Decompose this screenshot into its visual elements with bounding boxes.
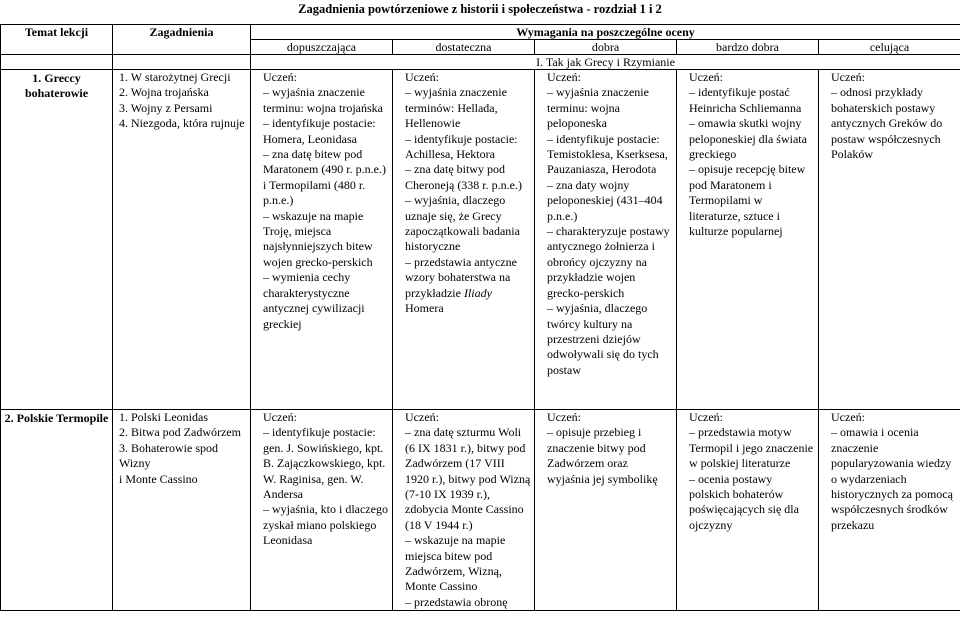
req-dostateczna [393, 70, 535, 410]
table-row [1, 70, 960, 410]
req-line: – zna datę szturmu Woli (6 IX 1831 r.), bitwy pod Zadwórzem (17 VIII 1920 r.), bitwy pod Wizną (7-10 IX 1939 r.), zdobycia Monte Cassino (18 V 1944 r.) [405, 425, 531, 532]
req-line: Uczeń: [405, 70, 439, 84]
issue-item: 2. Bitwa pod Zadwórzem [119, 425, 241, 440]
grade-bardzo-dobra: bardzo dobra [677, 40, 819, 55]
issue-item: 3. Bohaterowie spod Wizny [119, 440, 218, 471]
req-line: – przedstawia obronę [405, 594, 508, 609]
req-line: Uczeń: [263, 410, 297, 424]
req-line: – wyjaśnia, kto i dlaczego zyskał miano polskiego Leonidasa [263, 502, 388, 548]
section-spacer-2 [113, 55, 251, 70]
section-row [1, 55, 960, 70]
req-line: – wyjaśnia znaczenie terminu: wojna trojańska [263, 85, 383, 115]
issues-cell [113, 70, 251, 410]
req-line: – identyfikuje postacie: Temistoklesa, Kserksesa, Pauzaniasza, Herodota [547, 131, 668, 177]
grade-dobra: dobra [535, 40, 677, 55]
req-line: – charakteryzuje postawy antycznego żołnierza i obrońcy ojczyzny na przykładzie wojen grecko-perskich [547, 224, 670, 300]
req-line: – identyfikuje postacie: Achillesa, Hektora [405, 131, 518, 162]
req-line: Uczeń: [547, 410, 581, 424]
req-line: – omawia skutki wojny peloponeskiej dla świata greckiego [689, 116, 807, 162]
issue-item: 3. Wojny z Persami [119, 100, 213, 115]
req-line: – opisuje przebieg i znaczenie bitwy pod Zadwórzem oraz wyjaśnia jej symbolikę [547, 425, 658, 486]
req-bardzo-dobra [677, 70, 819, 410]
req-line: – zna daty wojny peloponeskiej (431–404 p.n.e.) [547, 177, 663, 223]
req-line: – wskazuje na mapie Troję, miejsca najsłynniejszych bitew wojen grecko-perskich [263, 208, 373, 269]
req-line: – omawia i ocenia znaczenie popularyzowania wiedzy o wydarzeniach historycznych za pomocą współczesnych środków przekazu [831, 425, 953, 532]
req-line: – wyjaśnia, dlaczego uznaje się, że Grecy zapoczątkowali badania historyczne [405, 193, 520, 254]
req-line: – zna datę bitwy pod Cheroneją (338 r. p.n.e.) [405, 162, 522, 192]
requirements-table [0, 24, 960, 611]
req-line: – identyfikuje postacie: gen. J. Sowińskiego, kpt. B. Zajączkowskiego, kpt. W. Raginisa, gen. W. Andersa [263, 425, 386, 502]
header-zagadnienia: Zagadnienia [113, 25, 251, 55]
req-line: Uczeń: [831, 410, 865, 424]
header-row [1, 25, 960, 40]
table-row [1, 410, 960, 611]
grade-dostateczna: dostateczna [393, 40, 535, 55]
req-line: – identyfikuje postacie: Homera, Leonidasa [263, 116, 376, 146]
req-line: – wskazuje na mapie miejsca bitew pod Zadwórzem, Wizną, Monte Cassino [405, 533, 506, 594]
grade-dopuszczajaca: dopuszczająca [251, 40, 393, 55]
req-text: – przedstawia antyczne wzory bohaterstwa na przykładzie [405, 254, 517, 300]
req-line: Uczeń: [831, 70, 865, 84]
req-line: – wymienia cechy charakterystyczne antycznej cywilizacji greckiej [263, 270, 365, 331]
header-wymagania: Wymagania na poszczególne oceny [251, 25, 960, 40]
req-celujaca [819, 70, 960, 410]
req-dopuszczajaca [251, 70, 393, 410]
req-line: Uczeń: [263, 70, 297, 84]
req-dobra [535, 70, 677, 410]
req-text: Homera [405, 301, 444, 316]
req-bardzo-dobra [677, 410, 819, 611]
topic-cell: 1. Greccy bohaterowie [1, 70, 113, 410]
req-line: Uczeń: [405, 410, 439, 424]
req-line: – przedstawia motyw Termopil i jego znaczenie w polskiej literaturze [689, 425, 814, 471]
issue-item: 4. Niezgoda, która rujnuje [119, 116, 245, 131]
issues-cell [113, 410, 251, 611]
req-line: – wyjaśnia, dlaczego twórcy kultury na przestrzeni dziejów odwoływali się do tych postaw [547, 301, 659, 377]
req-line: Uczeń: [689, 70, 723, 84]
req-line: – wyjaśnia znaczenie terminów: Hellada, Hellenowie [405, 85, 507, 131]
req-line [405, 255, 531, 317]
issue-item: i Monte Cassino [119, 471, 198, 486]
req-dopuszczajaca [251, 410, 393, 611]
grade-celujaca: celująca [819, 40, 960, 55]
req-dobra [535, 410, 677, 611]
req-line: – opisuje recepcję bitew pod Maratonem i Termopilami w literaturze, sztuce i kulturze popularnej [689, 162, 806, 239]
req-dostateczna [393, 410, 535, 611]
issue-item: 2. Wojna trojańska [119, 85, 209, 100]
req-line: Uczeń: [547, 70, 581, 84]
section-title: I. Tak jak Grecy i Rzymianie [251, 55, 960, 70]
req-line: – odnosi przykłady bohaterskich postawy antycznych Greków do postaw współczesnych Polaków [831, 85, 943, 162]
issue-item: 1. W starożytnej Grecji [119, 70, 231, 84]
req-line: – zna datę bitew pod Maratonem (490 r. p.n.e.) i Termopilami (480 r. p.n.e.) [263, 147, 386, 208]
req-celujaca [819, 410, 960, 611]
topic-cell: 2. Polskie Termopile [1, 410, 113, 611]
req-line: – wyjaśnia znaczenie terminu: wojna peloponeska [547, 85, 649, 131]
header-temat: Temat lekcji [1, 25, 113, 55]
req-line: Uczeń: [689, 410, 723, 424]
req-line: – identyfikuje postać Heinricha Schliemanna [689, 85, 802, 115]
iliad-title: Iliady [463, 285, 492, 300]
req-line: – ocenia postawy polskich bohaterów poświęcających się dla ojczyzny [689, 471, 799, 532]
issue-item: 1. Polski Leonidas [119, 410, 208, 424]
section-spacer-1 [1, 55, 113, 70]
page-title: Zagadnienia powtórzeniowe z historii i społeczeństwa - rozdział 1 i 2 [298, 2, 662, 16]
